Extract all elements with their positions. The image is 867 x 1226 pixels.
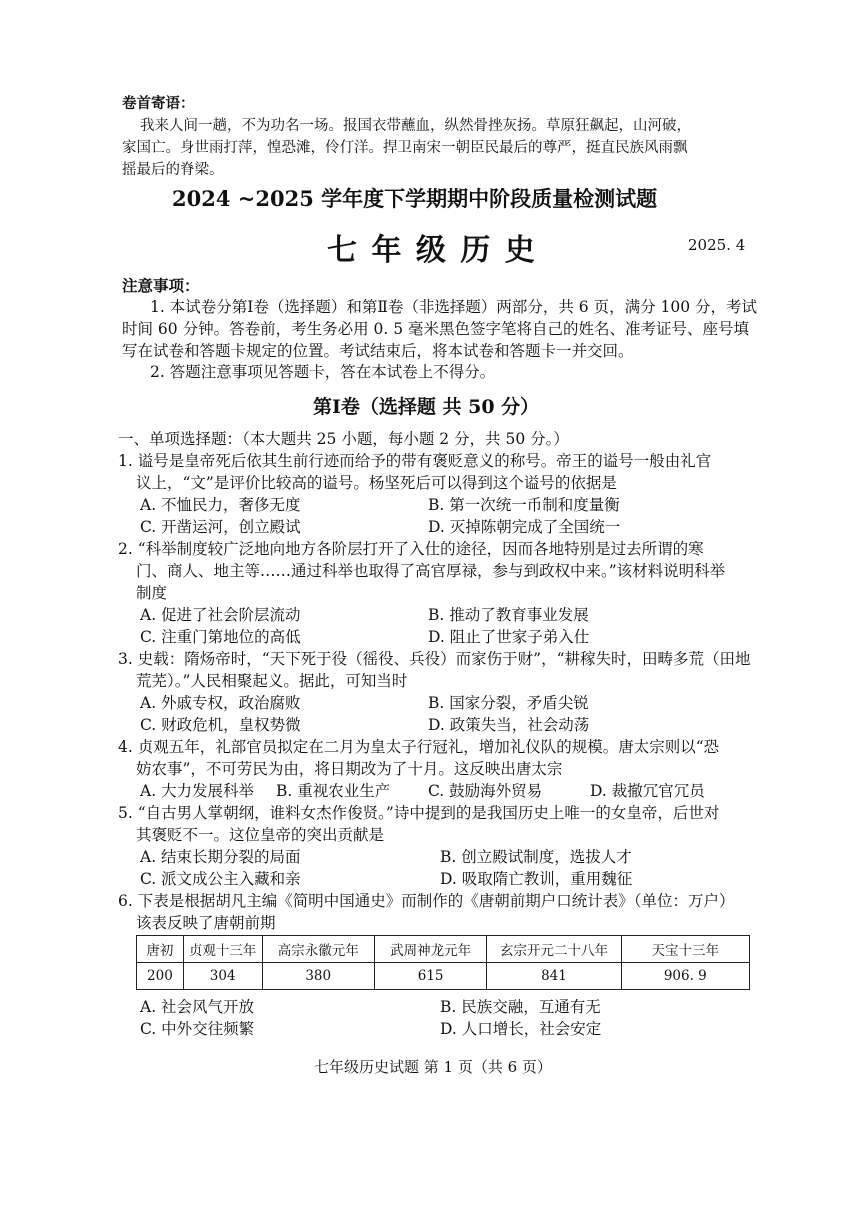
question-stem: 制度: [136, 584, 168, 602]
table-header: 天宝十三年: [621, 936, 749, 963]
table-cell: 304: [183, 963, 262, 990]
page-footer: 七年级历史试题 第 1 页（共 6 页）: [314, 1058, 552, 1076]
option-c: C. 财政危机，皇权势微: [140, 716, 301, 734]
option-a: A. 结束长期分裂的局面: [140, 848, 301, 866]
option-d: D. 吸取隋亡教训，重用魏征: [440, 870, 633, 888]
option-b: B. 国家分裂，矛盾尖锐: [428, 694, 589, 712]
question-stem: 5. “自古男人掌朝纲，谁料女杰作俊贤。”诗中提到的是我国历史上唯一的女皇帝，后世对: [118, 804, 720, 822]
notice-line: 1. 本试卷分第Ⅰ卷（选择题）和第Ⅱ卷（非选择题）两部分，共 6 页，满分 100 分，考试: [150, 298, 758, 316]
option-b: B. 民族交融，互通有无: [440, 998, 601, 1016]
option-b: B. 第一次统一币制和度量衡: [428, 496, 620, 514]
option-c: C. 注重门第地位的高低: [140, 628, 301, 646]
question-stem: 妨农事”，不可劳民为由，将日期改为了十月。这反映出唐太宗: [136, 760, 563, 778]
preface-line: 我来人间一趟，不为功名一场。报国衣带蘸血，纵然骨挫灰扬。草原狂飙起，山河破，: [140, 118, 691, 134]
table-row: [137, 936, 750, 963]
option-b: B. 推动了教育事业发展: [428, 606, 589, 624]
table-cell: 906. 9: [621, 963, 749, 990]
option-d: D. 阻止了世家子弟入仕: [428, 628, 590, 646]
question-stem: 议上，“文”是评价比较高的谥号。杨坚死后可以得到这个谥号的依据是: [136, 474, 617, 492]
option-c: C. 鼓励海外贸易: [428, 782, 543, 800]
option-b: B. 创立殿试制度，选拔人才: [440, 848, 632, 866]
option-d: D. 政策失当，社会动荡: [428, 716, 590, 734]
table-row: [137, 963, 750, 990]
part-heading: 一、单项选择题：（本大题共 25 小题，每小题 2 分，共 50 分。）: [118, 430, 569, 448]
option-d: D. 裁撤冗官冗员: [590, 782, 705, 800]
question-stem: 该表反映了唐朝前期: [136, 914, 276, 932]
option-a: A. 大力发展科举: [140, 782, 255, 800]
section-title: 第Ⅰ卷（选择题 共 50 分）: [313, 396, 540, 418]
option-d: D. 人口增长，社会安定: [440, 1020, 602, 1038]
option-c: C. 派文成公主入藏和亲: [140, 870, 301, 888]
subject-title: 七 年 级 历 史: [327, 233, 537, 268]
exam-title: 2024 ~2025 学年度下学期期中阶段质量检测试题: [172, 186, 658, 211]
question-stem: 6. 下表是根据胡凡主编《简明中国通史》而制作的《唐朝前期户口统计表》（单位：万户）: [118, 892, 735, 910]
table-cell: 841: [487, 963, 621, 990]
preface-line: 摇最后的脊梁。: [122, 162, 224, 178]
question-stem: 4. 贞观五年，礼部官员拟定在二月为皇太子行冠礼，增加礼仪队的规模。唐太宗则以“恐: [118, 738, 720, 756]
question-stem: 3. 史载：隋炀帝时，“天下死于役（徭役、兵役）而家伤于财”，“耕稼失时，田畴多荒（田地: [118, 650, 751, 668]
household-table: [136, 935, 750, 990]
preface-line: 家国亡。身世雨打萍，惶恐滩，伶仃洋。捍卫南宋一朝臣民最后的尊严，挺直民族风雨飘: [122, 140, 688, 156]
question-stem: 门、商人、地主等……通过科举也取得了高官厚禄，参与到政权中来。”该材料说明科举: [136, 562, 726, 580]
option-c: C. 中外交往频繁: [140, 1020, 255, 1038]
option-d: D. 灭掉陈朝完成了全国统一: [428, 518, 621, 536]
question-stem: 其褒贬不一。这位皇帝的突出贡献是: [136, 826, 385, 844]
table-cell: 380: [262, 963, 374, 990]
table-header: 玄宗开元二十八年: [487, 936, 621, 963]
option-a: A. 外戚专权，政治腐败: [140, 694, 301, 712]
option-a: A. 不恤民力，奢侈无度: [140, 496, 301, 514]
table-header: 武周神龙元年: [374, 936, 486, 963]
question-stem: 1. 谥号是皇帝死后依其生前行迹而给予的带有褒贬意义的称号。帝王的谥号一般由礼官: [118, 452, 712, 470]
table-cell: 200: [137, 963, 184, 990]
option-b: B. 重视农业生产: [276, 782, 391, 800]
table-header: 唐初: [137, 936, 184, 963]
question-stem: 荒芜）。”人民相聚起义。据此，可知当时: [136, 672, 408, 690]
preface-label: 卷首寄语：: [122, 95, 195, 112]
notice-line: 写在试卷和答题卡规定的位置。考试结束后，将本试卷和答题卡一并交回。: [122, 342, 634, 360]
notice-heading: 注意事项：: [122, 276, 200, 295]
option-a: A. 社会风气开放: [140, 998, 255, 1016]
option-c: C. 开凿运河，创立殿试: [140, 518, 301, 536]
question-stem: 2. “科举制度较广泛地向地方各阶层打开了入仕的途径，因而各地特别是过去所谓的寒: [118, 540, 704, 558]
exam-date: 2025. 4: [688, 236, 746, 254]
notice-line: 时间 60 分钟。答卷前，考生务必用 0. 5 毫米黑色签字笔将自己的姓名、准考证号、座号填: [122, 320, 750, 338]
option-a: A. 促进了社会阶层流动: [140, 606, 301, 624]
table-header: 贞观十三年: [183, 936, 262, 963]
table-cell: 615: [374, 963, 486, 990]
notice-line: 2. 答题注意事项见答题卡，答在本试卷上不得分。: [150, 363, 496, 381]
table-header: 高宗永徽元年: [262, 936, 374, 963]
